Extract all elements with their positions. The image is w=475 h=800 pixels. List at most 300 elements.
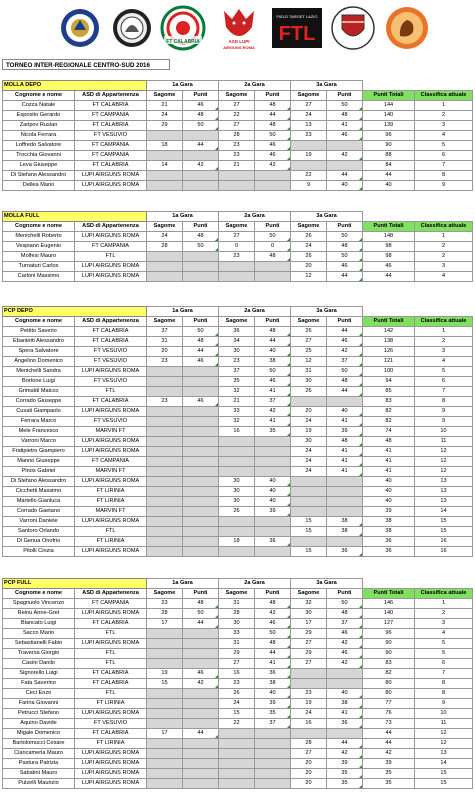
cell-classifica: 15 — [415, 769, 473, 779]
table-row — [3, 649, 473, 659]
col-punti: Punti — [327, 222, 363, 232]
cell-name: Farina Giovanni — [3, 699, 75, 709]
cell-sagome — [219, 171, 255, 181]
cell-sagome — [147, 377, 183, 387]
cell-classifica: 2 — [415, 252, 473, 262]
cell-punti — [183, 659, 219, 669]
cell-punti: 50 — [255, 367, 291, 377]
cell-sagome: 24 — [291, 447, 327, 457]
cell-sagome — [291, 679, 327, 689]
col-punti: Punti — [255, 589, 291, 599]
cell-sagome — [147, 719, 183, 729]
cell-punti — [183, 749, 219, 759]
cell-sagome: 20 — [147, 347, 183, 357]
table-row — [3, 769, 473, 779]
cell-punti: 38 — [327, 527, 363, 537]
table-row — [3, 709, 473, 719]
cell-asd: LUPI AIRGUNS ROMA — [75, 232, 147, 242]
cell-punti: 50 — [255, 232, 291, 242]
cell-punti — [183, 629, 219, 639]
cell-classifica: 12 — [415, 729, 473, 739]
cell-sagome — [219, 467, 255, 477]
cell-punti-totali: 77 — [363, 699, 415, 709]
cell-name: Petrucci Stefano — [3, 709, 75, 719]
cell-name: Pitolli Cinzia — [3, 547, 75, 557]
cell-sagome: 30 — [219, 619, 255, 629]
cell-punti: 0 — [255, 242, 291, 252]
table-row — [3, 437, 473, 447]
table-row — [3, 181, 473, 191]
cell-asd: LUPI AIRGUNS ROMA — [75, 477, 147, 487]
results-section — [2, 306, 472, 557]
cell-sagome — [147, 537, 183, 547]
cell-sagome: 29 — [219, 649, 255, 659]
cell-punti: 36 — [255, 537, 291, 547]
cell-punti — [183, 779, 219, 789]
cell-punti: 46 — [255, 619, 291, 629]
cell-punti-totali: 88 — [363, 151, 415, 161]
cell-name: Ciancamerla Mauro — [3, 749, 75, 759]
cell-punti-totali: 142 — [363, 327, 415, 337]
cell-punti-totali: 146 — [363, 599, 415, 609]
cell-classifica: 12 — [415, 447, 473, 457]
cell-asd: LUPI AIRGUNS ROMA — [75, 709, 147, 719]
cell-punti — [183, 417, 219, 427]
table-row — [3, 477, 473, 487]
cell-punti-totali: 74 — [363, 427, 415, 437]
cell-classifica: 10 — [415, 427, 473, 437]
cell-punti — [183, 447, 219, 457]
cell-sagome — [219, 547, 255, 557]
cell-punti — [327, 497, 363, 507]
cell-sagome: 15 — [291, 547, 327, 557]
cell-punti-totali: 90 — [363, 639, 415, 649]
cell-sagome — [147, 447, 183, 457]
cell-classifica: 10 — [415, 709, 473, 719]
cell-sagome: 13 — [291, 121, 327, 131]
table-row — [3, 387, 473, 397]
cell-punti: 50 — [255, 131, 291, 141]
cell-punti-totali: 90 — [363, 141, 415, 151]
cell-sagome: 30 — [219, 487, 255, 497]
table-row — [3, 537, 473, 547]
cell-classifica: 2 — [415, 609, 473, 619]
cell-sagome: 17 — [291, 619, 327, 629]
cell-sagome — [219, 517, 255, 527]
cell-sagome — [147, 699, 183, 709]
cell-punti: 48 — [183, 232, 219, 242]
cell-asd: LUPI AIRGUNS ROMA — [75, 609, 147, 619]
gara-header: 2a Gara — [219, 81, 291, 91]
cell-punti: 40 — [327, 407, 363, 417]
table-row — [3, 739, 473, 749]
col-punti-totali: Punti Totali — [363, 222, 415, 232]
gara-header-row — [3, 307, 473, 317]
col-sagome: Sagome — [291, 317, 327, 327]
shield-logo — [328, 6, 378, 50]
cell-sagome: 26 — [291, 387, 327, 397]
cell-punti: 50 — [183, 609, 219, 619]
col-punti: Punti — [255, 222, 291, 232]
col-classifica: Classifica attuale — [415, 91, 473, 101]
cell-punti: 38 — [327, 517, 363, 527]
col-punti: Punti — [255, 317, 291, 327]
cell-punti — [183, 377, 219, 387]
cell-punti: 50 — [327, 232, 363, 242]
cell-punti — [327, 729, 363, 739]
cell-sagome — [219, 527, 255, 537]
cell-punti: 35 — [255, 427, 291, 437]
cell-asd: LUPI AIRGUNS ROMA — [75, 367, 147, 377]
cell-classifica: 2 — [415, 111, 473, 121]
cell-sagome: 26 — [291, 232, 327, 242]
cell-punti: 46 — [255, 377, 291, 387]
cell-sagome — [219, 437, 255, 447]
cell-classifica: 15 — [415, 779, 473, 789]
cell-punti — [327, 141, 363, 151]
cell-punti-totali: 40 — [363, 487, 415, 497]
table-row — [3, 252, 473, 262]
cell-punti: 41 — [327, 457, 363, 467]
cell-sagome: 23 — [291, 131, 327, 141]
cell-sagome — [147, 507, 183, 517]
cell-sagome — [219, 769, 255, 779]
cell-punti: 46 — [255, 141, 291, 151]
cell-punti — [183, 649, 219, 659]
cell-punti: 41 — [327, 709, 363, 719]
cell-punti: 42 — [255, 609, 291, 619]
cell-punti — [255, 517, 291, 527]
cell-sagome: 14 — [147, 161, 183, 171]
cell-asd: FTL — [75, 387, 147, 397]
cell-sagome: 17 — [147, 729, 183, 739]
cell-asd: MARVIN FT — [75, 507, 147, 517]
cell-name: Menichelli Sandra — [3, 367, 75, 377]
cell-sagome: 28 — [147, 609, 183, 619]
cell-punti-totali: 84 — [363, 161, 415, 171]
cell-punti: 48 — [327, 377, 363, 387]
cell-punti-totali: 144 — [363, 101, 415, 111]
cell-sagome — [219, 739, 255, 749]
cell-asd: LUPI AIRGUNS ROMA — [75, 437, 147, 447]
cell-sagome: 31 — [219, 599, 255, 609]
cell-asd: LUPI AIRGUNS ROMA — [75, 272, 147, 282]
cell-classifica: 3 — [415, 121, 473, 131]
cell-sagome — [147, 659, 183, 669]
cell-sagome: 22 — [219, 719, 255, 729]
cell-punti: 50 — [183, 121, 219, 131]
cell-name: Migale Domenico — [3, 729, 75, 739]
cell-punti — [183, 487, 219, 497]
cell-name: Grimaldi Maicco — [3, 387, 75, 397]
cell-punti: 40 — [255, 477, 291, 487]
cell-sagome: 28 — [291, 739, 327, 749]
cell-sagome: 12 — [291, 272, 327, 282]
cell-asd: FT CALABRIA — [75, 327, 147, 337]
cell-punti: 50 — [327, 101, 363, 111]
cell-name: Bartolomucci Cesare — [3, 739, 75, 749]
cell-sagome: 0 — [219, 242, 255, 252]
col-asd: ASD di Appartenenza — [75, 91, 147, 101]
table-row — [3, 689, 473, 699]
cell-punti — [183, 517, 219, 527]
cell-punti: 40 — [255, 347, 291, 357]
cell-punti — [183, 699, 219, 709]
cell-sagome — [291, 497, 327, 507]
gara-header: 3a Gara — [291, 212, 363, 222]
cell-punti: 37 — [327, 357, 363, 367]
cell-punti — [183, 427, 219, 437]
cell-sagome: 23 — [291, 689, 327, 699]
cell-punti: 48 — [255, 101, 291, 111]
cell-punti — [327, 537, 363, 547]
cell-sagome — [147, 437, 183, 447]
cell-punti — [327, 679, 363, 689]
cell-asd: FTL — [75, 629, 147, 639]
cell-classifica: 13 — [415, 497, 473, 507]
cell-asd: FT CAMPANIA — [75, 457, 147, 467]
cell-punti: 40 — [255, 689, 291, 699]
cell-punti-totali: 126 — [363, 347, 415, 357]
cell-name: Cozza Natale — [3, 101, 75, 111]
cell-punti: 42 — [327, 639, 363, 649]
gara-header-row — [3, 212, 473, 222]
cell-punti — [255, 547, 291, 557]
results-table — [2, 578, 473, 789]
table-row — [3, 527, 473, 537]
cell-classifica: 16 — [415, 537, 473, 547]
cell-punti-totali: 38 — [363, 517, 415, 527]
gara-header: 3a Gara — [291, 81, 363, 91]
cell-sagome: 27 — [291, 749, 327, 759]
cell-asd: FT LIRINIA — [75, 537, 147, 547]
cell-classifica: 5 — [415, 141, 473, 151]
cell-punti — [183, 739, 219, 749]
cell-asd: LUPI AIRGUNS ROMA — [75, 547, 147, 557]
cell-classifica: 3 — [415, 347, 473, 357]
cell-punti — [255, 739, 291, 749]
table-row — [3, 749, 473, 759]
cell-punti: 46 — [183, 357, 219, 367]
cell-sagome — [291, 141, 327, 151]
cell-name: Varroni Daniele — [3, 517, 75, 527]
cell-asd: FT CALABRIA — [75, 679, 147, 689]
cell-classifica: 13 — [415, 749, 473, 759]
cell-asd: FTL — [75, 252, 147, 262]
cell-sagome: 23 — [219, 141, 255, 151]
cell-sagome: 20 — [291, 759, 327, 769]
cell-classifica: 4 — [415, 357, 473, 367]
col-punti: Punti — [327, 91, 363, 101]
cell-sagome: 31 — [219, 639, 255, 649]
table-row — [3, 457, 473, 467]
gara-header: 2a Gara — [219, 579, 291, 589]
cell-classifica: 8 — [415, 689, 473, 699]
col-asd: ASD di Appartenenza — [75, 317, 147, 327]
table-row — [3, 397, 473, 407]
cell-punti-totali: 80 — [363, 679, 415, 689]
cell-name: Di Stefano Alessandro — [3, 477, 75, 487]
cell-punti — [255, 769, 291, 779]
cell-name: Mele Francesco — [3, 427, 75, 437]
cell-sagome — [147, 689, 183, 699]
cell-punti: 39 — [327, 427, 363, 437]
cell-sagome: 26 — [219, 689, 255, 699]
cell-sagome — [147, 779, 183, 789]
cell-punti-totali: 42 — [363, 749, 415, 759]
cell-punti: 40 — [255, 497, 291, 507]
cell-asd: FT CAMPANIA — [75, 151, 147, 161]
cell-sagome: 24 — [291, 457, 327, 467]
cell-punti — [255, 447, 291, 457]
cell-punti — [183, 151, 219, 161]
cell-sagome: 32 — [219, 387, 255, 397]
cell-sagome — [147, 547, 183, 557]
results-table — [2, 211, 473, 282]
cell-sagome: 17 — [147, 619, 183, 629]
column-header-row — [3, 589, 473, 599]
cell-sagome — [219, 729, 255, 739]
cell-punti — [183, 387, 219, 397]
col-sagome: Sagome — [147, 91, 183, 101]
cell-sagome — [147, 427, 183, 437]
cell-punti-totali: 148 — [363, 232, 415, 242]
wolf-logo — [212, 6, 266, 50]
results-section — [2, 211, 472, 282]
cell-classifica: 12 — [415, 457, 473, 467]
cell-name: Dellea Mario — [3, 181, 75, 191]
table-row — [3, 507, 473, 517]
cell-punti: 44 — [255, 111, 291, 121]
cell-punti-totali: 90 — [363, 649, 415, 659]
cell-sagome: 22 — [291, 171, 327, 181]
table-row — [3, 272, 473, 282]
cell-sagome: 30 — [291, 609, 327, 619]
cell-sagome: 27 — [219, 101, 255, 111]
cell-classifica: 16 — [415, 547, 473, 557]
cell-punti: 37 — [255, 719, 291, 729]
cell-punti — [255, 729, 291, 739]
cell-sagome: 34 — [219, 337, 255, 347]
table-row — [3, 699, 473, 709]
cell-classifica: 3 — [415, 262, 473, 272]
cell-sagome: 15 — [291, 517, 327, 527]
cell-name: Molfesi Mauro — [3, 252, 75, 262]
cell-punti — [183, 407, 219, 417]
cell-name: Spagnuolo Vincenzo — [3, 599, 75, 609]
cell-punti: 42 — [255, 161, 291, 171]
cell-sagome: 23 — [147, 357, 183, 367]
cell-punti-totali: 85 — [363, 387, 415, 397]
cell-name: Pinos Gabriel — [3, 467, 75, 477]
table-row — [3, 639, 473, 649]
cell-sagome: 19 — [291, 151, 327, 161]
cell-name: Pettito Saverio — [3, 327, 75, 337]
cell-asd: LUPI AIRGUNS ROMA — [75, 171, 147, 181]
page-title: TORNEO INTER-REGIONALE CENTRO-SUD 2016 — [2, 59, 170, 70]
cell-punti-totali: 140 — [363, 609, 415, 619]
cell-punti — [255, 759, 291, 769]
cell-punti: 42 — [327, 659, 363, 669]
table-row — [3, 487, 473, 497]
cell-classifica: 8 — [415, 679, 473, 689]
col-sagome: Sagome — [219, 317, 255, 327]
cell-name: Bortone Luigi — [3, 377, 75, 387]
cell-classifica: 4 — [415, 629, 473, 639]
cell-sagome: 33 — [219, 407, 255, 417]
table-row — [3, 101, 473, 111]
cell-punti: 37 — [327, 619, 363, 629]
gara-header-row — [3, 81, 473, 91]
cell-sagome: 29 — [147, 121, 183, 131]
col-sagome: Sagome — [291, 589, 327, 599]
col-name: Cognome e nome — [3, 589, 75, 599]
table-row — [3, 357, 473, 367]
cell-name: Trocchia Giovanni — [3, 151, 75, 161]
cell-punti-totali: 41 — [363, 467, 415, 477]
cell-punti — [183, 689, 219, 699]
cell-sagome — [147, 387, 183, 397]
cell-punti: 44 — [327, 387, 363, 397]
cell-classifica: 12 — [415, 739, 473, 749]
cell-name: Esposito Gerardo — [3, 111, 75, 121]
svg-text:AIRGUNS ROMA: AIRGUNS ROMA — [223, 45, 255, 50]
cell-asd: FT CAMPANIA — [75, 111, 147, 121]
cell-punti-totali: 73 — [363, 719, 415, 729]
cell-punti: 42 — [183, 679, 219, 689]
cell-punti-totali: 36 — [363, 547, 415, 557]
cell-name: Pastura Patrizia — [3, 759, 75, 769]
cell-sagome: 31 — [291, 367, 327, 377]
table-row — [3, 151, 473, 161]
table-row — [3, 599, 473, 609]
cell-punti-totali: 38 — [363, 527, 415, 537]
table-row — [3, 347, 473, 357]
cell-punti: 36 — [255, 669, 291, 679]
cell-punti — [327, 477, 363, 487]
cell-classifica: 5 — [415, 649, 473, 659]
svg-text:ASD LUPI: ASD LUPI — [228, 39, 250, 44]
cell-classifica: 9 — [415, 417, 473, 427]
table-row — [3, 609, 473, 619]
cell-sagome: 27 — [291, 639, 327, 649]
table-row — [3, 141, 473, 151]
cell-classifica: 1 — [415, 101, 473, 111]
table-row — [3, 377, 473, 387]
cell-asd: FT CALABRIA — [75, 729, 147, 739]
col-punti-totali: Punti Totali — [363, 589, 415, 599]
cell-sagome: 32 — [219, 417, 255, 427]
section-label: MOLLA DEPO — [3, 81, 147, 91]
cell-name: Zaripov Ruslan — [3, 121, 75, 131]
col-punti: Punti — [183, 317, 219, 327]
cell-sagome: 28 — [219, 609, 255, 619]
cell-sagome: 21 — [147, 101, 183, 111]
cell-punti: 41 — [255, 387, 291, 397]
cell-punti-totali: 46 — [363, 262, 415, 272]
table-row — [3, 497, 473, 507]
gara-header-row — [3, 579, 473, 589]
table-row — [3, 619, 473, 629]
column-header-row — [3, 317, 473, 327]
col-classifica: Classifica attuale — [415, 589, 473, 599]
cell-asd: FT VESUVIO — [75, 417, 147, 427]
cell-asd: LUPI AIRGUNS ROMA — [75, 447, 147, 457]
cell-sagome: 29 — [291, 649, 327, 659]
cell-name: Carloni Massimo — [3, 272, 75, 282]
cell-classifica: 5 — [415, 367, 473, 377]
cell-sagome: 24 — [147, 111, 183, 121]
